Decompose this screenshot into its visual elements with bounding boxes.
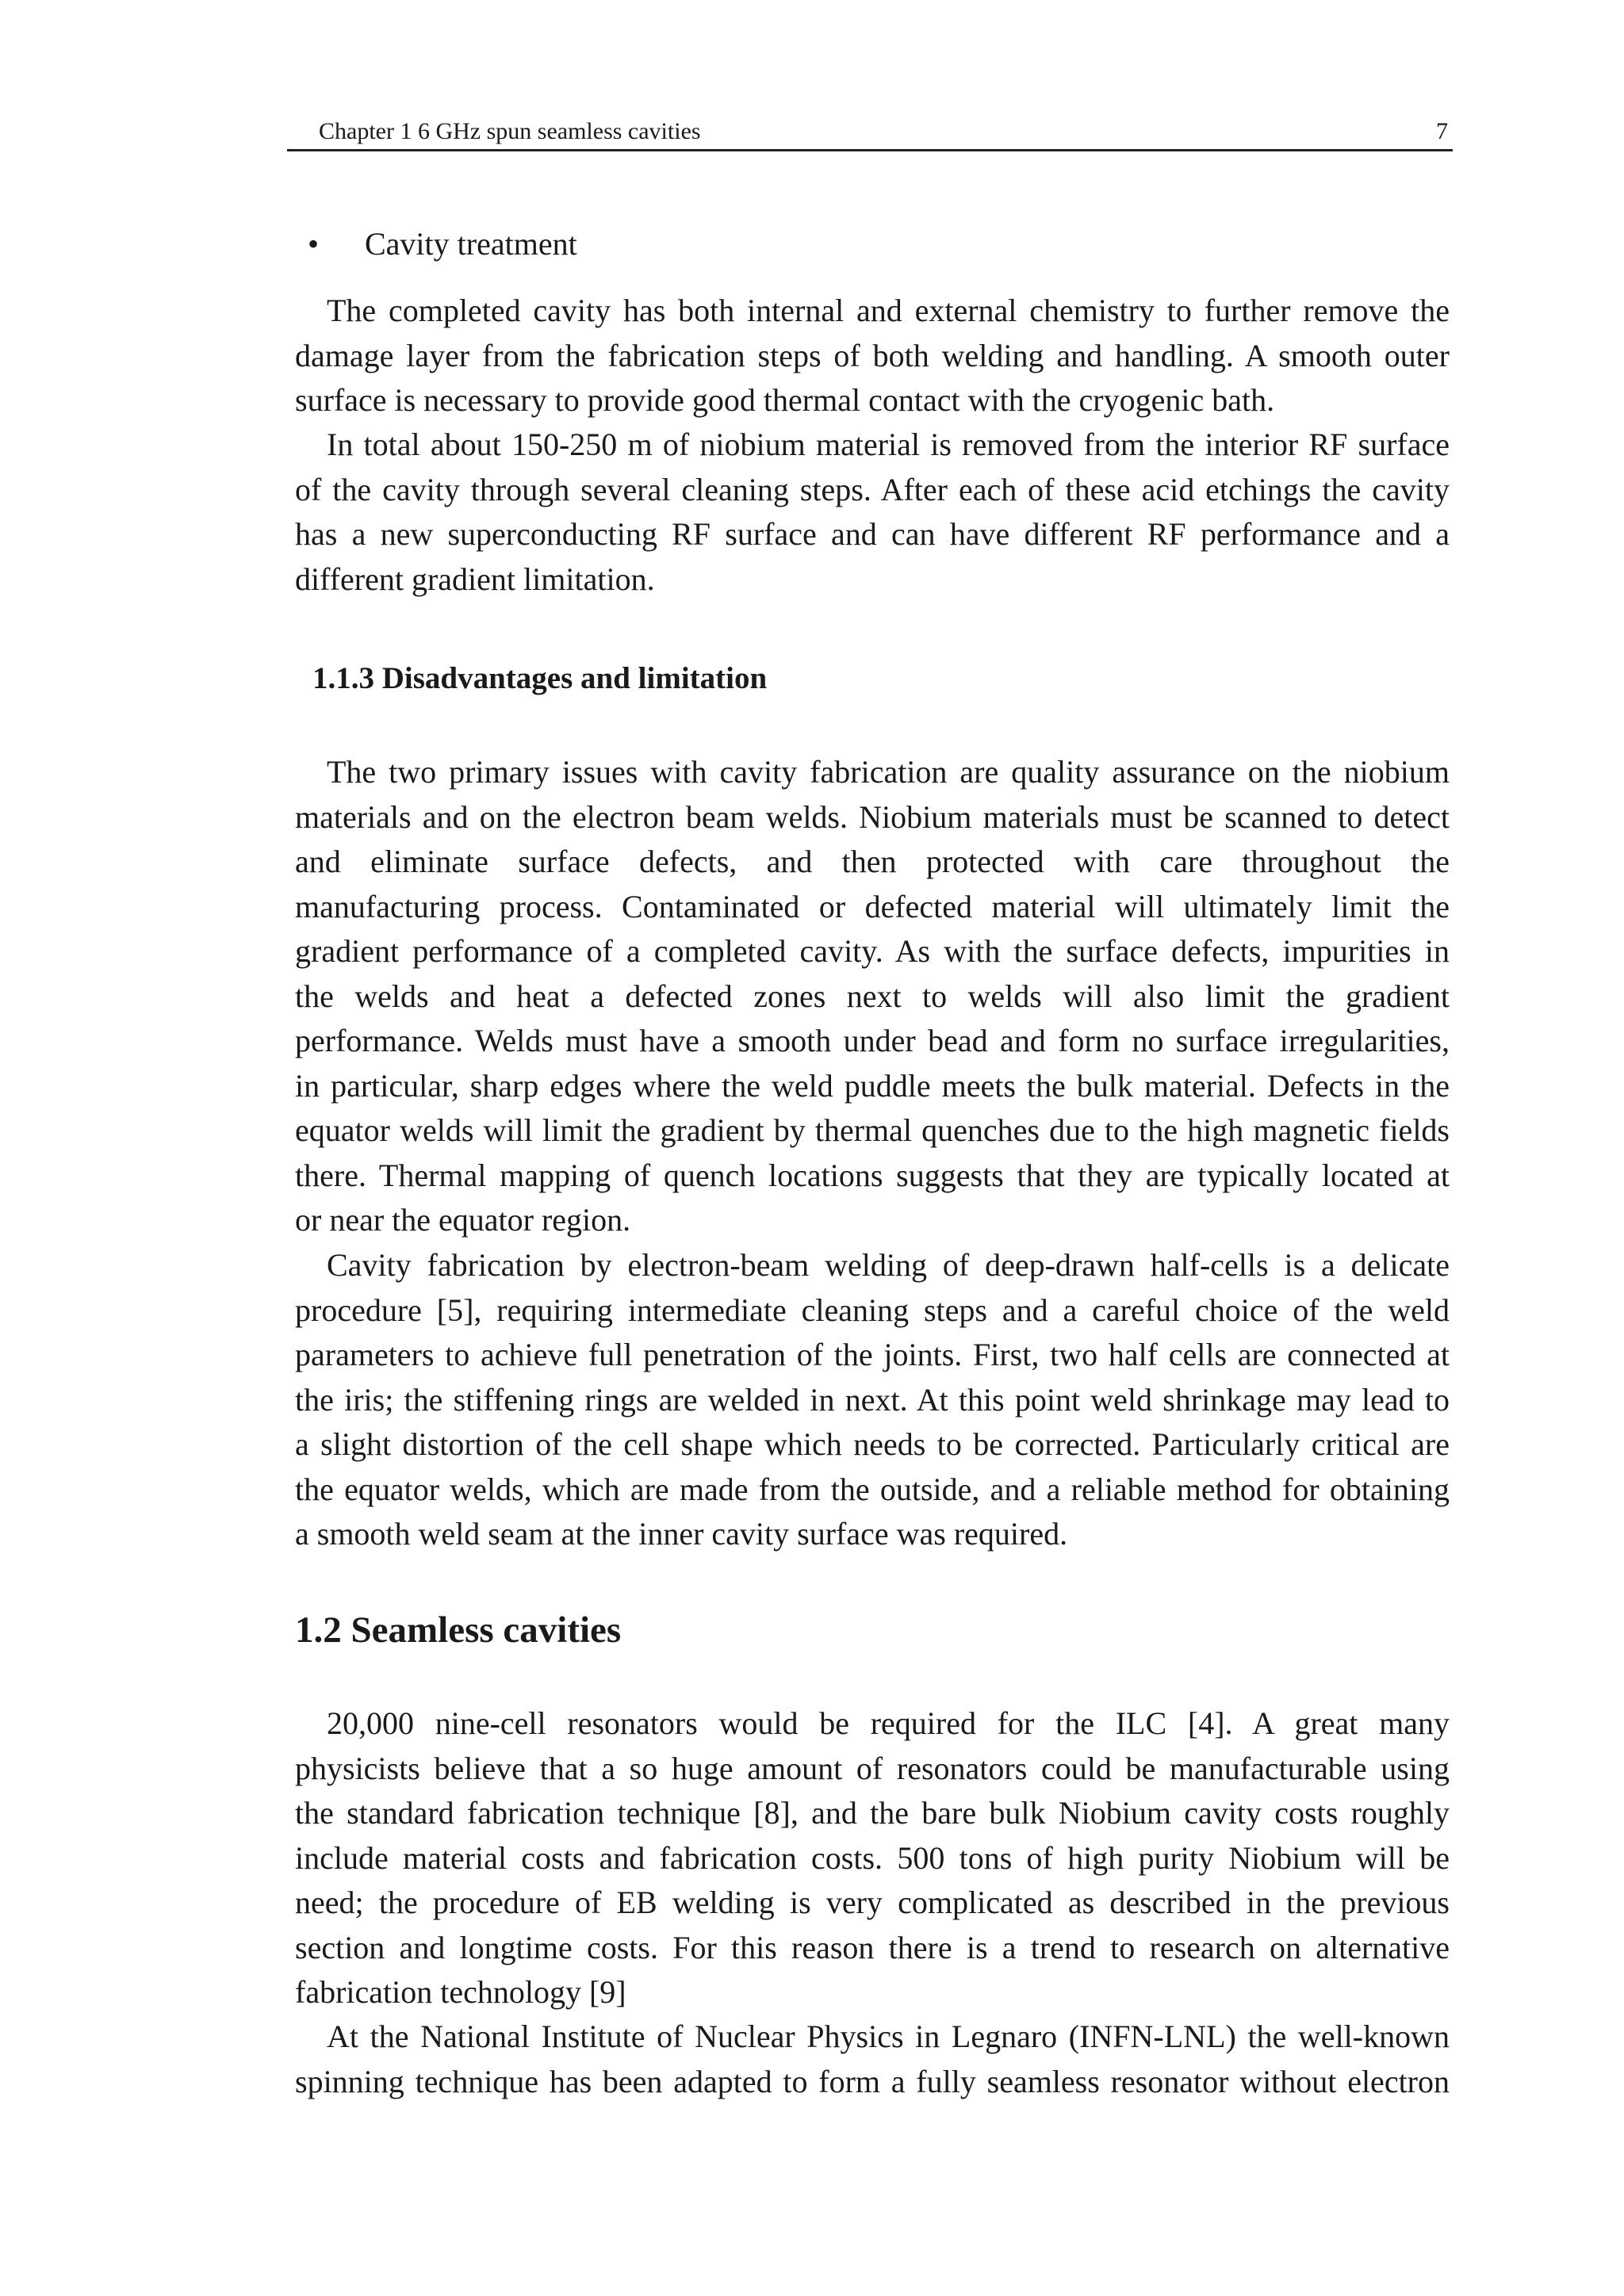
text-line: include material costs and fabrication costs. 500 tons of high purity Niobium will be: [295, 1839, 1450, 1876]
text-line: At the National Institute of Nuclear Physics in Legnaro (INFN-LNL) the well-known: [327, 2019, 1450, 2054]
subsection-heading: 1.1.3 Disadvantages and limitation: [312, 661, 768, 695]
paragraph-cavity-treatment: [295, 289, 1450, 423]
paragraph-fabrication-procedure: [295, 1243, 1450, 1557]
bullet-item: [308, 222, 577, 266]
text-line: the welds and heat a defected zones next to welds will also limit the gradient: [295, 978, 1450, 1014]
paragraph-primary-issues: [295, 750, 1450, 1243]
text-line: fabrication technology [9]: [295, 1974, 626, 2010]
text-line: In total about 150-250 m of niobium material is removed from the interior RF surface: [327, 427, 1450, 462]
text-line: or near the equator region.: [295, 1202, 631, 1238]
page-number: 7: [1436, 118, 1448, 144]
text-line: the iris; the stiffening rings are welded in next. At this point weld shrinkage may lead to: [295, 1381, 1450, 1418]
text-line: damage layer from the fabrication steps of both welding and handling. A smooth outer: [295, 337, 1450, 373]
text-line: has a new superconducting RF surface and can have different RF performance and a: [295, 516, 1450, 552]
text-line: and eliminate surface defects, and then protected with care throughout the: [295, 844, 1450, 879]
text-line: materials and on the electron beam welds. Niobium materials must be scanned to detect: [295, 798, 1450, 835]
text-line: a slight distortion of the cell shape which needs to be corrected. Particularly critical are: [295, 1426, 1450, 1462]
text-line: physicists believe that a so huge amount of resonators could be manufacturable using: [295, 1750, 1450, 1786]
text-line: there. Thermal mapping of quench locations suggests that they are typically located at: [295, 1157, 1450, 1193]
text-line: The completed cavity has both internal and external chemistry to further remove the: [327, 293, 1450, 328]
section-heading: 1.2 Seamless cavities: [295, 1609, 622, 1651]
text-line: of the cavity through several cleaning steps. After each of these acid etchings the cavity: [295, 471, 1450, 507]
paragraph-infn-lnl: [295, 2015, 1450, 2104]
text-line: surface is necessary to provide good thermal contact with the cryogenic bath.: [295, 382, 1275, 418]
text-line: equator welds will limit the gradient by thermal quenches due to the high magnetic fields: [295, 1112, 1450, 1148]
text-line: the equator welds, which are made from the outside, and a reliable method for obtaining: [295, 1471, 1450, 1507]
text-line: Cavity fabrication by electron-beam welding of deep-drawn half-cells is a delicate: [327, 1247, 1450, 1283]
text-line: different gradient limitation.: [295, 561, 655, 597]
text-line: The two primary issues with cavity fabrication are quality assurance on the niobium: [327, 754, 1450, 790]
text-line: manufacturing process. Contaminated or defected material will ultimately limit the: [295, 888, 1450, 924]
text-line: the standard fabrication technique [8], and the bare bulk Niobium cavity costs roughly: [295, 1795, 1450, 1831]
text-line: spinning technique has been adapted to form a fully seamless resonator without electron: [295, 2063, 1450, 2099]
running-header: [287, 117, 1453, 151]
text-line: 20,000 nine-cell resonators would be required for the ILC [4]. A great many: [327, 1705, 1450, 1741]
bullet-text: Cavity treatment: [365, 226, 577, 262]
text-line: section and longtime costs. For this reason there is a trend to research on alternative: [295, 1929, 1450, 1965]
text-line: a smooth weld seam at the inner cavity surface was required.: [295, 1516, 1068, 1552]
text-line: procedure [5], requiring intermediate cleaning steps and a careful choice of the weld: [295, 1292, 1450, 1328]
text-line: gradient performance of a completed cavity. As with the surface defects, impurities in: [295, 933, 1450, 969]
header-chapter-title: Chapter 1 6 GHz spun seamless cavities: [319, 118, 701, 144]
text-line: parameters to achieve full penetration of the joints. First, two half cells are connected at: [295, 1337, 1450, 1372]
text-line: need; the procedure of EB welding is very complicated as described in the previous: [295, 1885, 1450, 1920]
paragraph-niobium-removal: [295, 423, 1450, 602]
bullet-icon: •: [308, 226, 320, 262]
paragraph-ilc-resonators: [295, 1701, 1450, 2015]
text-line: in particular, sharp edges where the weld puddle meets the bulk material. Defects in the: [295, 1067, 1450, 1104]
text-line: performance. Welds must have a smooth under bead and form no surface irregularities,: [295, 1023, 1450, 1058]
